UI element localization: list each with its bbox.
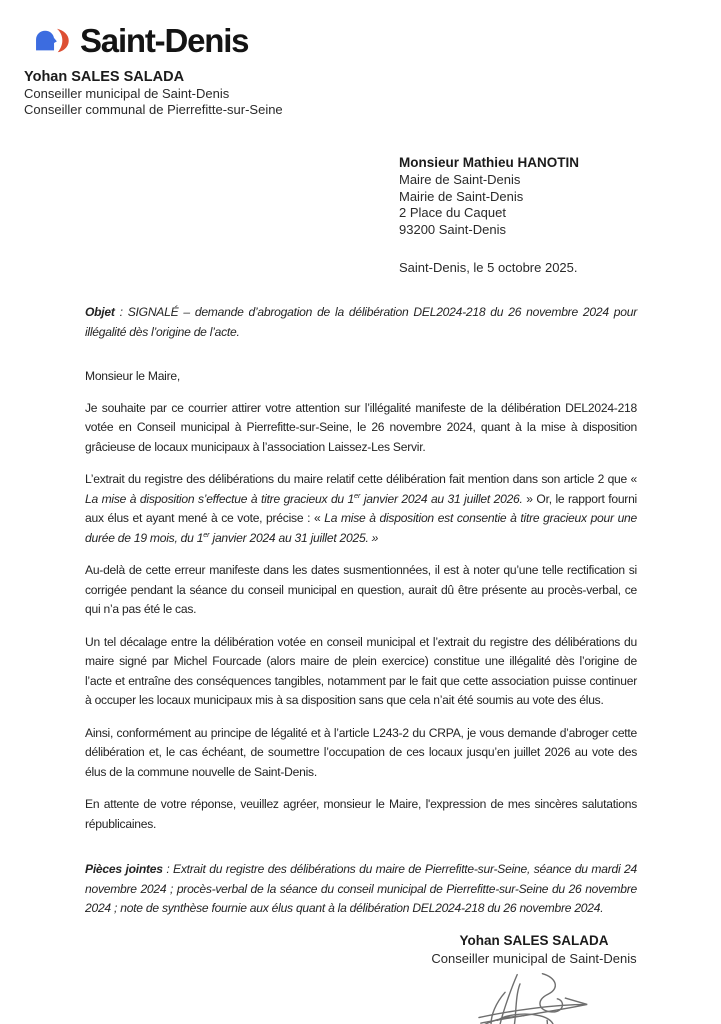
sender-name: Yohan SALES SALADA [24,69,185,85]
saint-denis-logo-icon [33,25,71,56]
signature-block [399,932,669,1024]
letter-paragraphs [85,399,637,835]
body-paragraph: Ainsi, conformément au principe de légalité et à l’article L243-2 du CRPA, je vous demande d’abroger cette délibération et, le cas échéant, de soumettre l’occupation de ces locaux jusqu’en juillet 2026 au vote des élus de la commune nouvelle de Saint-Denis. [85,725,637,779]
recipient-line: Mairie de Saint-Denis [399,188,524,204]
body-paragraph: Un tel décalage entre la délibération votée en conseil municipal et l’extrait du registre des délibérations du maire signé par Michel Fourcade (alors maire de plein exercice) constitue une illégalité dès l’origine de l’acte et entraîne des conséquences tangibles, notamment par le fait que cette association puisse continuer à occuper les locaux municipaux mis à sa disposition sans que cela n’ait été soumis au vote des élus. [85,634,637,707]
recipient-line: Maire de Saint-Denis [399,172,521,187]
attachments-label: Pièces jointes [85,862,163,876]
body-paragraph: Au-delà de cette erreur manifeste dans les dates susmentionnées, il est à noter qu’une telle rectification si corrigée pendant la séance du conseil municipal en question, aurait dû être présente au procès-verbal, ce qui n’a pas été le cas. [85,563,637,616]
salutation: Monsieur le Maire, [85,369,180,383]
date-line: Saint-Denis, le 5 octobre 2025. [399,260,578,275]
city-logo [33,23,721,57]
recipient-line: 2 Place du Caquet [399,205,506,220]
sender-title-2: Conseiller communal de Pierrefitte-sur-Seine [24,101,283,117]
subject-text: : SIGNALÉ – demande d’abrogation de la délibération DEL2024-218 du 26 novembre 2024 pour illégalité dès l’origine de l’acte. [85,305,637,339]
city-logo-wordmark: Saint-Denis [80,21,249,59]
attachments-note [85,860,637,919]
recipient-line: 93200 Saint-Denis [399,221,506,237]
letter-body [85,303,637,919]
handwritten-signature-icon [459,969,609,1024]
attachments-text: : Extrait du registre des délibérations du maire de Pierrefitte-sur-Seine, séance du mardi 24 novembre 2024 ; procès-verbal de la séance du conseil municipal de Pierrefitte-sur-Seine du 26 novembre 2024 ; note de synthèse fournie aux élus quant à la délibération DEL2024-218 du 26 novembre 2024. [85,862,637,915]
recipient-name: Monsieur Mathieu HANOTIN [399,155,580,170]
subject-label: Objet [85,305,115,319]
sender-block [24,69,721,117]
sender-title-1: Conseiller municipal de Saint-Denis [24,86,230,101]
body-paragraph: En attente de votre réponse, veuillez agréer, monsieur le Maire, l'expression de mes sincères salutations républicaines. [85,797,637,831]
subject-line [85,303,637,342]
body-paragraph: L’extrait du registre des délibérations du maire relatif cette délibération fait mention dans son article 2 que « La mise à disposition s’effectue à titre gracieux du 1er janvier 2024 au 31 juillet 2026. » Or, le rapport fourni aux élus et ayant mené à ce vote, précise : « La mise à disposition est consentie à titre gracieux pour une durée de 19 mois, du 1er janvier 2024 au 31 juillet 2025. » [85,472,637,545]
recipient-block [399,153,721,238]
body-paragraph: Je souhaite par ce courrier attirer votre attention sur l’illégalité manifeste de la délibération DEL2024-218 votée en Conseil municipal à Pierrefitte-sur-Seine, le 26 novembre 2024, quant à la mise à disposition grâcieuse de locaux municipaux à l’association Laissez-Les Servir. [85,400,637,454]
signature-name: Yohan SALES SALADA [459,932,609,948]
signature-title: Conseiller municipal de Saint-Denis [431,950,637,966]
